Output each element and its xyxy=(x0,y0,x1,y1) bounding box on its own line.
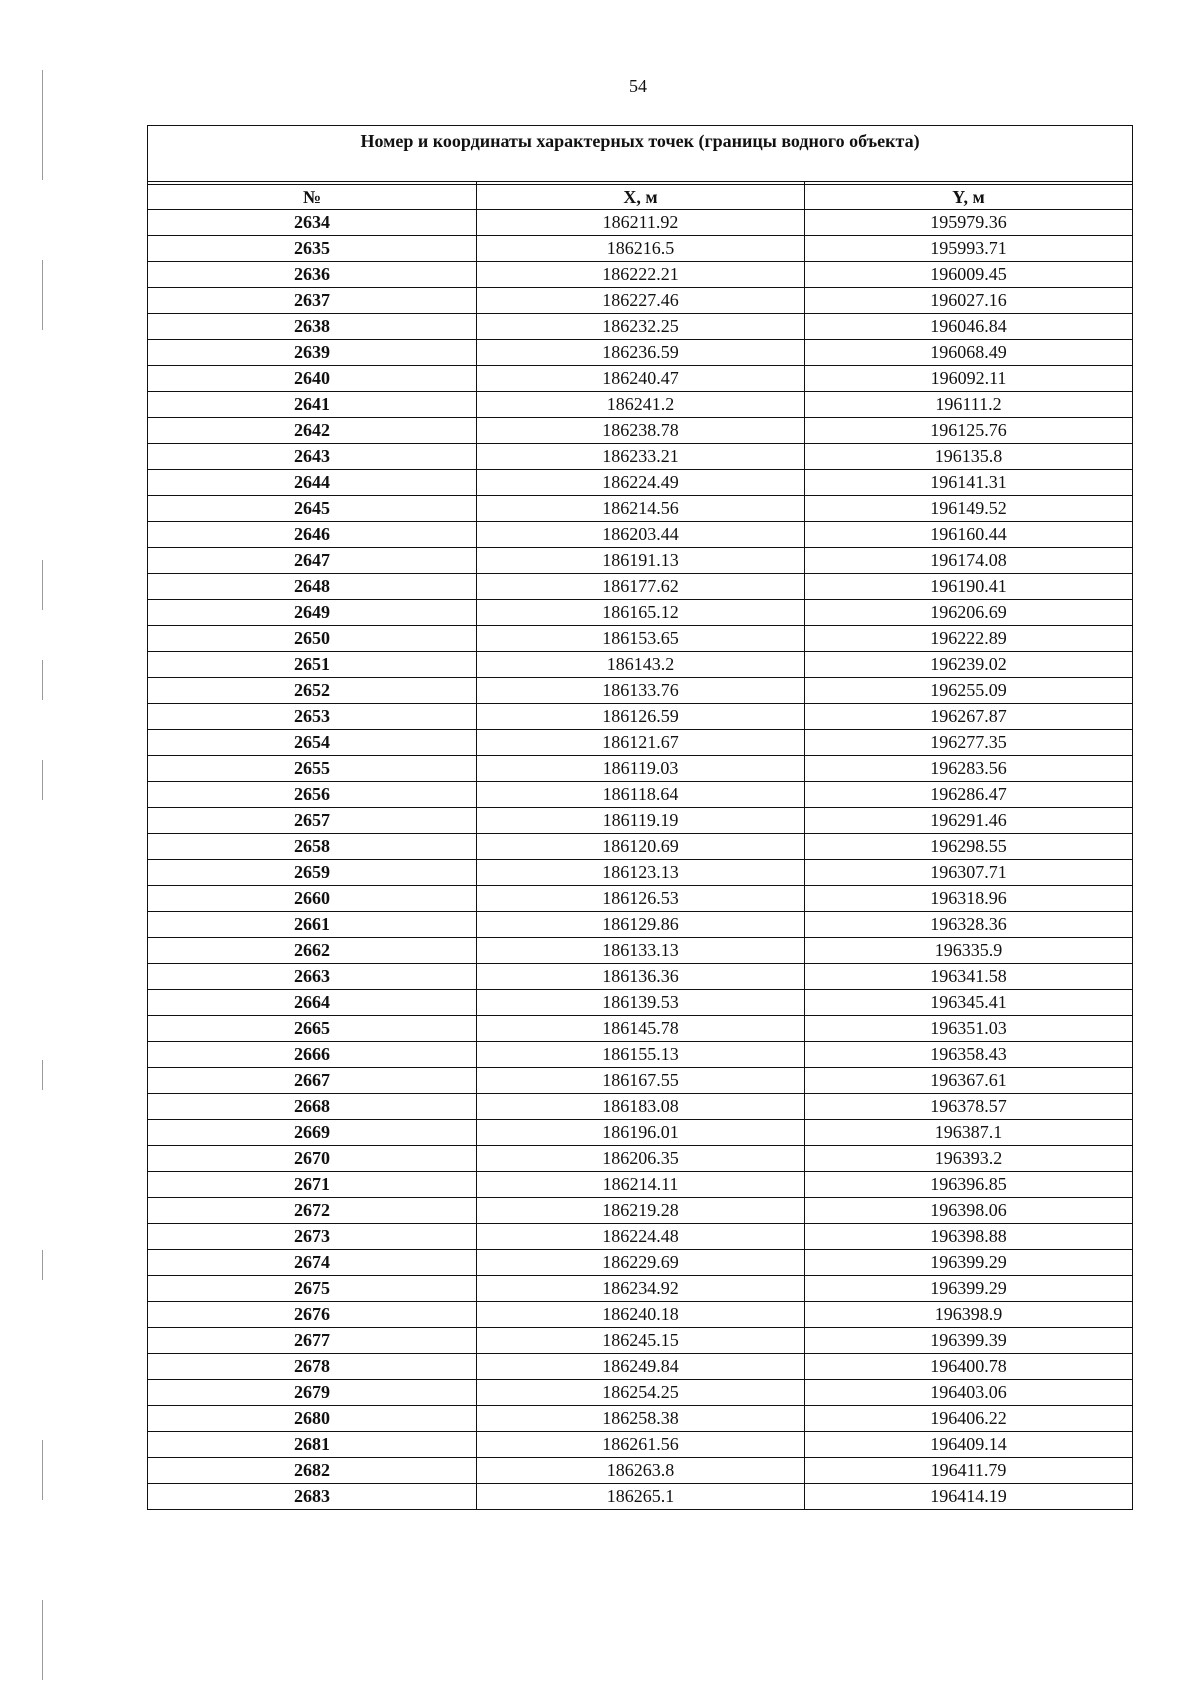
table-row xyxy=(148,938,1133,964)
point-number-cell: 2676 xyxy=(148,1302,477,1328)
x-coordinate-cell: 186224.48 xyxy=(477,1224,805,1250)
table-row xyxy=(148,1432,1133,1458)
y-coordinate-cell: 196351.03 xyxy=(805,1016,1133,1042)
point-number-cell: 2671 xyxy=(148,1172,477,1198)
y-coordinate-cell: 196286.47 xyxy=(805,782,1133,808)
table-row xyxy=(148,1172,1133,1198)
point-number-cell: 2670 xyxy=(148,1146,477,1172)
scan-artifact-line xyxy=(42,260,43,330)
table-row xyxy=(148,288,1133,314)
x-coordinate-cell: 186236.59 xyxy=(477,340,805,366)
x-coordinate-cell: 186139.53 xyxy=(477,990,805,1016)
y-coordinate-cell: 196393.2 xyxy=(805,1146,1133,1172)
table-row xyxy=(148,496,1133,522)
point-number-cell: 2644 xyxy=(148,470,477,496)
table-row xyxy=(148,704,1133,730)
table-header-row xyxy=(148,185,1133,210)
x-coordinate-cell: 186119.03 xyxy=(477,756,805,782)
table-row xyxy=(148,366,1133,392)
column-header-number: № xyxy=(148,185,477,210)
page-number: 54 xyxy=(629,76,647,96)
y-coordinate-cell: 196398.06 xyxy=(805,1198,1133,1224)
column-header-x: X, м xyxy=(477,185,805,210)
scan-artifact-line xyxy=(42,1600,43,1680)
y-coordinate-cell: 196358.43 xyxy=(805,1042,1133,1068)
point-number-cell: 2654 xyxy=(148,730,477,756)
point-number-cell: 2652 xyxy=(148,678,477,704)
point-number-cell: 2636 xyxy=(148,262,477,288)
x-coordinate-cell: 186233.21 xyxy=(477,444,805,470)
x-coordinate-cell: 186232.25 xyxy=(477,314,805,340)
point-number-cell: 2645 xyxy=(148,496,477,522)
x-coordinate-cell: 186222.21 xyxy=(477,262,805,288)
y-coordinate-cell: 196400.78 xyxy=(805,1354,1133,1380)
y-coordinate-cell: 196174.08 xyxy=(805,548,1133,574)
x-coordinate-cell: 186191.13 xyxy=(477,548,805,574)
table-row xyxy=(148,964,1133,990)
x-coordinate-cell: 186254.25 xyxy=(477,1380,805,1406)
x-coordinate-cell: 186206.35 xyxy=(477,1146,805,1172)
x-coordinate-cell: 186238.78 xyxy=(477,418,805,444)
point-number-cell: 2641 xyxy=(148,392,477,418)
x-coordinate-cell: 186241.2 xyxy=(477,392,805,418)
table-row xyxy=(148,990,1133,1016)
point-number-cell: 2639 xyxy=(148,340,477,366)
x-coordinate-cell: 186216.5 xyxy=(477,236,805,262)
point-number-cell: 2663 xyxy=(148,964,477,990)
y-coordinate-cell: 196328.36 xyxy=(805,912,1133,938)
point-number-cell: 2650 xyxy=(148,626,477,652)
x-coordinate-cell: 186118.64 xyxy=(477,782,805,808)
table-row xyxy=(148,1380,1133,1406)
table-row xyxy=(148,1068,1133,1094)
table-row xyxy=(148,756,1133,782)
table-row xyxy=(148,600,1133,626)
point-number-cell: 2646 xyxy=(148,522,477,548)
table-row xyxy=(148,730,1133,756)
point-number-cell: 2656 xyxy=(148,782,477,808)
point-number-cell: 2677 xyxy=(148,1328,477,1354)
table-row xyxy=(148,1094,1133,1120)
x-coordinate-cell: 186126.53 xyxy=(477,886,805,912)
y-coordinate-cell: 196387.1 xyxy=(805,1120,1133,1146)
point-number-cell: 2657 xyxy=(148,808,477,834)
point-number-cell: 2651 xyxy=(148,652,477,678)
table-row xyxy=(148,1120,1133,1146)
x-coordinate-cell: 186120.69 xyxy=(477,834,805,860)
point-number-cell: 2661 xyxy=(148,912,477,938)
x-coordinate-cell: 186145.78 xyxy=(477,1016,805,1042)
x-coordinate-cell: 186167.55 xyxy=(477,1068,805,1094)
x-coordinate-cell: 186133.76 xyxy=(477,678,805,704)
table-row xyxy=(148,340,1133,366)
point-number-cell: 2648 xyxy=(148,574,477,600)
y-coordinate-cell: 195979.36 xyxy=(805,210,1133,236)
table-row xyxy=(148,314,1133,340)
x-coordinate-cell: 186219.28 xyxy=(477,1198,805,1224)
point-number-cell: 2680 xyxy=(148,1406,477,1432)
y-coordinate-cell: 196092.11 xyxy=(805,366,1133,392)
table-row xyxy=(148,1276,1133,1302)
x-coordinate-cell: 186263.8 xyxy=(477,1458,805,1484)
table-title-row xyxy=(148,126,1133,182)
x-coordinate-cell: 186240.47 xyxy=(477,366,805,392)
x-coordinate-cell: 186126.59 xyxy=(477,704,805,730)
table-row xyxy=(148,834,1133,860)
x-coordinate-cell: 186136.36 xyxy=(477,964,805,990)
y-coordinate-cell: 196307.71 xyxy=(805,860,1133,886)
table-row xyxy=(148,444,1133,470)
table-row xyxy=(148,236,1133,262)
x-coordinate-cell: 186261.56 xyxy=(477,1432,805,1458)
point-number-cell: 2665 xyxy=(148,1016,477,1042)
y-coordinate-cell: 196341.58 xyxy=(805,964,1133,990)
x-coordinate-cell: 186265.1 xyxy=(477,1484,805,1510)
scan-artifact-line xyxy=(42,1060,43,1090)
y-coordinate-cell: 196398.9 xyxy=(805,1302,1133,1328)
table-row xyxy=(148,678,1133,704)
table-row xyxy=(148,1302,1133,1328)
table-row xyxy=(148,860,1133,886)
table-row xyxy=(148,392,1133,418)
point-number-cell: 2681 xyxy=(148,1432,477,1458)
y-coordinate-cell: 196125.76 xyxy=(805,418,1133,444)
table-row xyxy=(148,1224,1133,1250)
table-row xyxy=(148,1198,1133,1224)
x-coordinate-cell: 186121.67 xyxy=(477,730,805,756)
point-number-cell: 2649 xyxy=(148,600,477,626)
table-row xyxy=(148,1484,1133,1510)
y-coordinate-cell: 196396.85 xyxy=(805,1172,1133,1198)
x-coordinate-cell: 186123.13 xyxy=(477,860,805,886)
y-coordinate-cell: 196367.61 xyxy=(805,1068,1133,1094)
table-row xyxy=(148,1250,1133,1276)
point-number-cell: 2634 xyxy=(148,210,477,236)
table-row xyxy=(148,1354,1133,1380)
point-number-cell: 2669 xyxy=(148,1120,477,1146)
point-number-cell: 2666 xyxy=(148,1042,477,1068)
y-coordinate-cell: 196411.79 xyxy=(805,1458,1133,1484)
point-number-cell: 2642 xyxy=(148,418,477,444)
point-number-cell: 2643 xyxy=(148,444,477,470)
y-coordinate-cell: 196403.06 xyxy=(805,1380,1133,1406)
y-coordinate-cell: 196135.8 xyxy=(805,444,1133,470)
x-coordinate-cell: 186214.11 xyxy=(477,1172,805,1198)
point-number-cell: 2655 xyxy=(148,756,477,782)
x-coordinate-cell: 186165.12 xyxy=(477,600,805,626)
y-coordinate-cell: 196345.41 xyxy=(805,990,1133,1016)
point-number-cell: 2682 xyxy=(148,1458,477,1484)
point-number-cell: 2675 xyxy=(148,1276,477,1302)
y-coordinate-cell: 195993.71 xyxy=(805,236,1133,262)
y-coordinate-cell: 196190.41 xyxy=(805,574,1133,600)
table-row xyxy=(148,782,1133,808)
table-row xyxy=(148,418,1133,444)
table-body xyxy=(148,210,1133,1510)
point-number-cell: 2668 xyxy=(148,1094,477,1120)
point-number-cell: 2679 xyxy=(148,1380,477,1406)
y-coordinate-cell: 196406.22 xyxy=(805,1406,1133,1432)
point-number-cell: 2658 xyxy=(148,834,477,860)
table-row xyxy=(148,210,1133,236)
x-coordinate-cell: 186203.44 xyxy=(477,522,805,548)
table-row xyxy=(148,1406,1133,1432)
x-coordinate-cell: 186211.92 xyxy=(477,210,805,236)
table-row xyxy=(148,886,1133,912)
point-number-cell: 2659 xyxy=(148,860,477,886)
scan-artifact-line xyxy=(42,1440,43,1500)
column-header-y: Y, м xyxy=(805,185,1133,210)
x-coordinate-cell: 186183.08 xyxy=(477,1094,805,1120)
point-number-cell: 2667 xyxy=(148,1068,477,1094)
y-coordinate-cell: 196277.35 xyxy=(805,730,1133,756)
point-number-cell: 2673 xyxy=(148,1224,477,1250)
y-coordinate-cell: 196378.57 xyxy=(805,1094,1133,1120)
point-number-cell: 2662 xyxy=(148,938,477,964)
y-coordinate-cell: 196027.16 xyxy=(805,288,1133,314)
table-row xyxy=(148,522,1133,548)
y-coordinate-cell: 196009.45 xyxy=(805,262,1133,288)
point-number-cell: 2660 xyxy=(148,886,477,912)
x-coordinate-cell: 186153.65 xyxy=(477,626,805,652)
table-row xyxy=(148,262,1133,288)
table-row xyxy=(148,548,1133,574)
y-coordinate-cell: 196399.39 xyxy=(805,1328,1133,1354)
y-coordinate-cell: 196111.2 xyxy=(805,392,1133,418)
y-coordinate-cell: 196255.09 xyxy=(805,678,1133,704)
point-number-cell: 2640 xyxy=(148,366,477,392)
point-number-cell: 2664 xyxy=(148,990,477,1016)
x-coordinate-cell: 186196.01 xyxy=(477,1120,805,1146)
x-coordinate-cell: 186155.13 xyxy=(477,1042,805,1068)
y-coordinate-cell: 196399.29 xyxy=(805,1276,1133,1302)
y-coordinate-cell: 196149.52 xyxy=(805,496,1133,522)
y-coordinate-cell: 196206.69 xyxy=(805,600,1133,626)
x-coordinate-cell: 186224.49 xyxy=(477,470,805,496)
y-coordinate-cell: 196298.55 xyxy=(805,834,1133,860)
table-title: Номер и координаты характерных точек (границы водного объекта) xyxy=(148,126,1133,182)
scan-artifact-line xyxy=(42,1250,43,1280)
x-coordinate-cell: 186143.2 xyxy=(477,652,805,678)
y-coordinate-cell: 196239.02 xyxy=(805,652,1133,678)
y-coordinate-cell: 196141.31 xyxy=(805,470,1133,496)
x-coordinate-cell: 186133.13 xyxy=(477,938,805,964)
x-coordinate-cell: 186258.38 xyxy=(477,1406,805,1432)
table-row xyxy=(148,1042,1133,1068)
point-number-cell: 2653 xyxy=(148,704,477,730)
table-row xyxy=(148,1328,1133,1354)
y-coordinate-cell: 196222.89 xyxy=(805,626,1133,652)
x-coordinate-cell: 186177.62 xyxy=(477,574,805,600)
table-row xyxy=(148,912,1133,938)
table-row xyxy=(148,1146,1133,1172)
scan-artifact-line xyxy=(42,760,43,800)
x-coordinate-cell: 186240.18 xyxy=(477,1302,805,1328)
y-coordinate-cell: 196267.87 xyxy=(805,704,1133,730)
table-row xyxy=(148,470,1133,496)
table-row xyxy=(148,652,1133,678)
x-coordinate-cell: 186227.46 xyxy=(477,288,805,314)
y-coordinate-cell: 196414.19 xyxy=(805,1484,1133,1510)
y-coordinate-cell: 196046.84 xyxy=(805,314,1133,340)
y-coordinate-cell: 196335.9 xyxy=(805,938,1133,964)
point-number-cell: 2637 xyxy=(148,288,477,314)
point-number-cell: 2635 xyxy=(148,236,477,262)
y-coordinate-cell: 196318.96 xyxy=(805,886,1133,912)
scan-artifact-line xyxy=(42,560,43,610)
x-coordinate-cell: 186234.92 xyxy=(477,1276,805,1302)
y-coordinate-cell: 196283.56 xyxy=(805,756,1133,782)
x-coordinate-cell: 186119.19 xyxy=(477,808,805,834)
point-number-cell: 2672 xyxy=(148,1198,477,1224)
table-row xyxy=(148,626,1133,652)
y-coordinate-cell: 196160.44 xyxy=(805,522,1133,548)
point-number-cell: 2683 xyxy=(148,1484,477,1510)
x-coordinate-cell: 186249.84 xyxy=(477,1354,805,1380)
point-number-cell: 2678 xyxy=(148,1354,477,1380)
y-coordinate-cell: 196409.14 xyxy=(805,1432,1133,1458)
x-coordinate-cell: 186214.56 xyxy=(477,496,805,522)
table-row xyxy=(148,808,1133,834)
y-coordinate-cell: 196398.88 xyxy=(805,1224,1133,1250)
coordinates-table xyxy=(147,125,1133,1510)
scan-artifact-line xyxy=(42,660,43,700)
table-row xyxy=(148,574,1133,600)
x-coordinate-cell: 186229.69 xyxy=(477,1250,805,1276)
y-coordinate-cell: 196068.49 xyxy=(805,340,1133,366)
y-coordinate-cell: 196291.46 xyxy=(805,808,1133,834)
y-coordinate-cell: 196399.29 xyxy=(805,1250,1133,1276)
x-coordinate-cell: 186129.86 xyxy=(477,912,805,938)
table-row xyxy=(148,1458,1133,1484)
point-number-cell: 2647 xyxy=(148,548,477,574)
x-coordinate-cell: 186245.15 xyxy=(477,1328,805,1354)
point-number-cell: 2674 xyxy=(148,1250,477,1276)
point-number-cell: 2638 xyxy=(148,314,477,340)
table-row xyxy=(148,1016,1133,1042)
